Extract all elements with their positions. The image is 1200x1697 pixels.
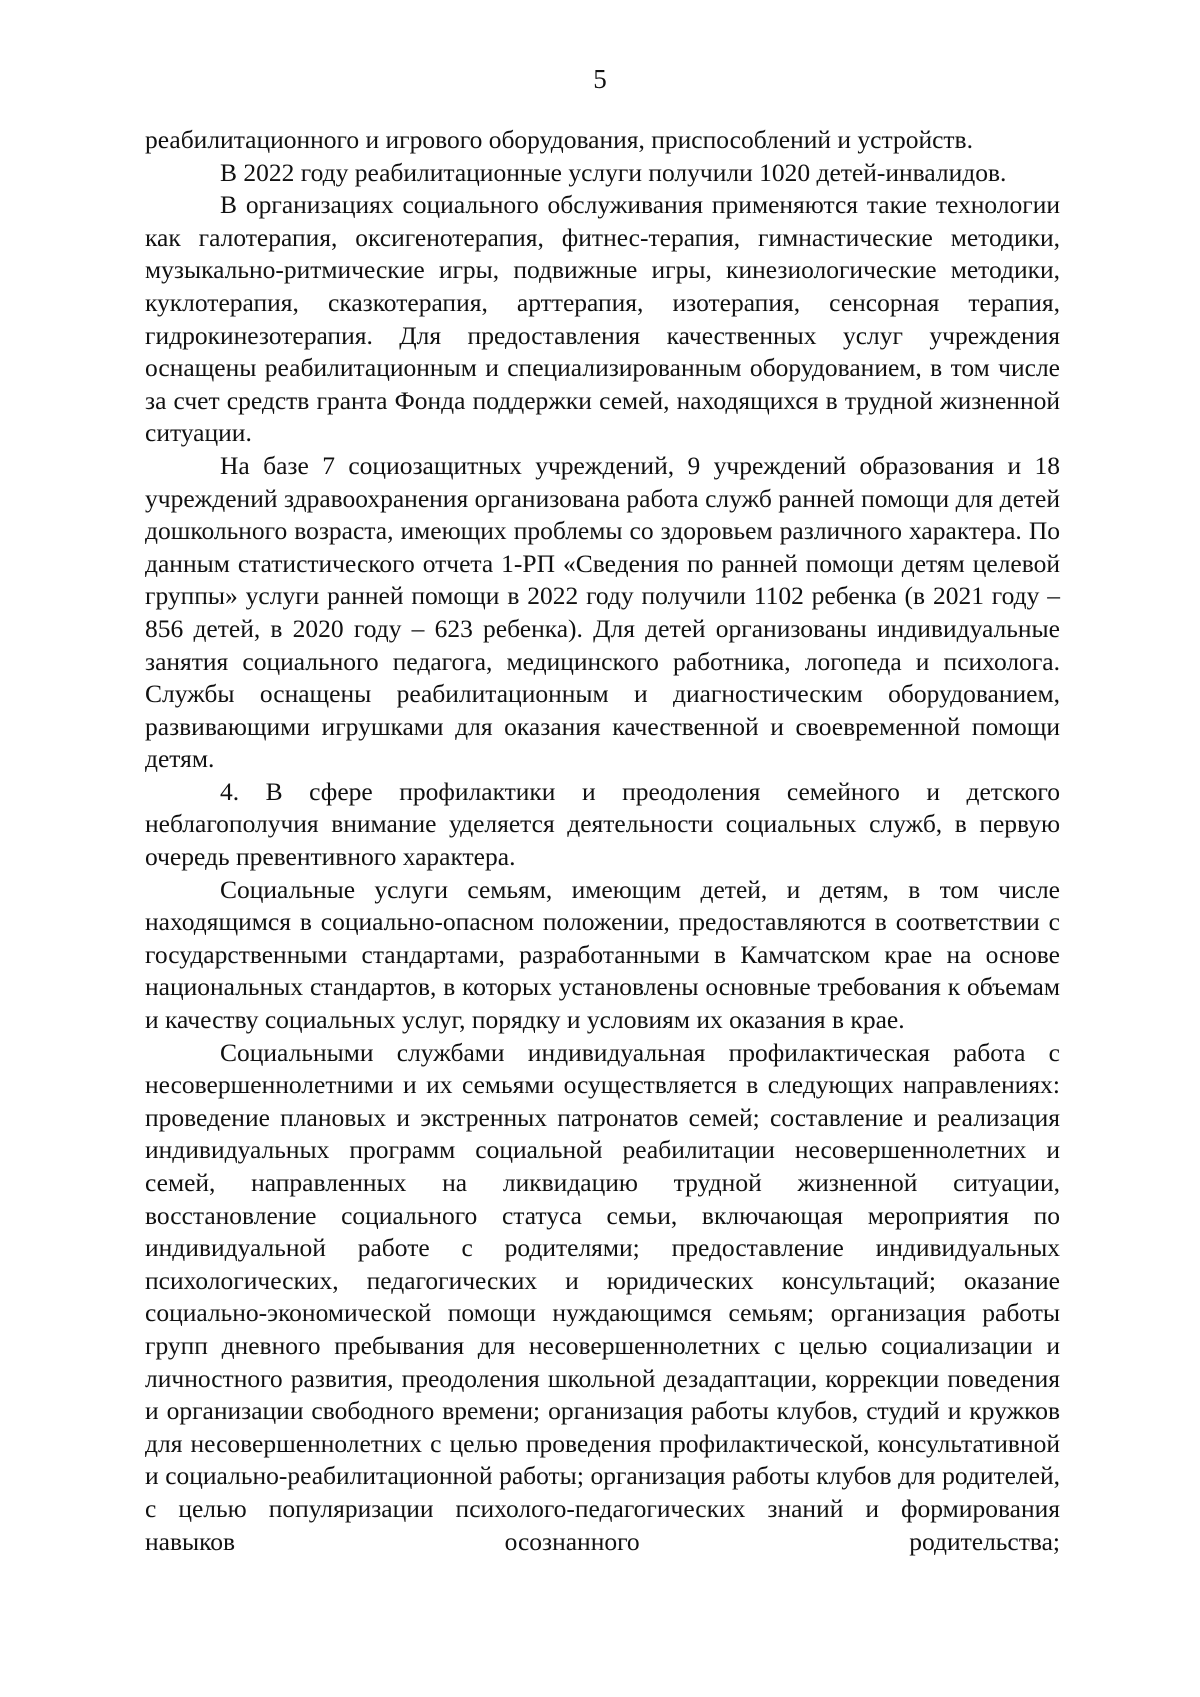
paragraph-prevention: 4. В сфере профилактики и преодоления семейного и детского неблагополучия внимание уделяется деятельности социальных служб, в первую очередь превентивного характера. (145, 776, 1060, 872)
paragraph-social-services-standards: Социальные услуги семьям, имеющим детей, и детям, в том числе находящимся в социально-опасном положении, предоставляются в соответствии с государственными стандартами, разработанными в Камчатском крае на основе национальных стандартов, в которых установлены основные требования к объемам и качеству социальных услуг, порядку и условиям их оказания в крае. (145, 874, 1060, 1035)
paragraph-technologies: В организациях социального обслуживания применяются такие технологии как галотерапия, оксигенотерапия, фитнес-терапия, гимнастические методики, музыкально-ритмические игры, подвижные игры, кинезиологические методики, куклотерапия, сказкотерапия, арттерапия, изотерапия, сенсорная терапия, гидрокинезотерапия. Для предоставления качественных услуг учреждения оснащены реабилитационным и специализированным оборудованием, в том числе за счет средств гранта Фонда поддержки семей, находящихся в трудной жизненной ситуации. (145, 190, 1060, 448)
paragraph-rehab-services-count: В 2022 году реабилитационные услуги получили 1020 детей-инвалидов. (220, 157, 1007, 187)
body-text (145, 124, 1060, 1558)
paragraph-preventive-work: Социальными службами индивидуальная профилактическая работа с несовершеннолетними и их семьями осуществляется в следующих направлениях: проведение плановых и экстренных патронатов семей; составление и реализация индивидуальных программ социальной реабилитации несовершеннолетних и семей, направленных на ликвидацию трудной жизненной ситуации, восстановление социального статуса семьи, включающая мероприятия по индивидуальной работе с родителями; предоставление индивидуальных психологических, педагогических и юридических консультаций; оказание социально-экономической помощи нуждающимся семьям; организация работы групп дневного пребывания для несовершеннолетних с целью социализации и личностного развития, преодоления школьной дезадаптации, коррекции поведения и организации свободного времени; организация работы клубов, студий и кружков для несовершеннолетних с целью проведения профилактической, консультативной и социально-реабилитационной работы; организация работы клубов для родителей, с целью популяризации психолого-педагогических знаний и формирования навыков осознанного родительства; (145, 1037, 1060, 1556)
paragraph-continuation: реабилитационного и игрового оборудования, приспособлений и устройств. (145, 125, 973, 154)
paragraph-early-help: На базе 7 социозащитных учреждений, 9 учреждений образования и 18 учреждений здравоохранения организована работа служб ранней помощи для детей дошкольного возраста, имеющих проблемы со здоровьем различного характера. По данным статистического отчета 1-РП «Сведения по ранней помощи детям целевой группы» услуги ранней помощи в 2022 году получили 1102 ребенка (в 2021 году – 856 детей, в 2020 году – 623 ребенка). Для детей организованы индивидуальные занятия социального педагога, медицинского работника, логопеда и психолога. Службы оснащены реабилитационным и диагностическим оборудованием, развивающими игрушками для оказания качественной и своевременной помощи детям. (145, 450, 1060, 774)
page-number: 5 (593, 64, 607, 94)
